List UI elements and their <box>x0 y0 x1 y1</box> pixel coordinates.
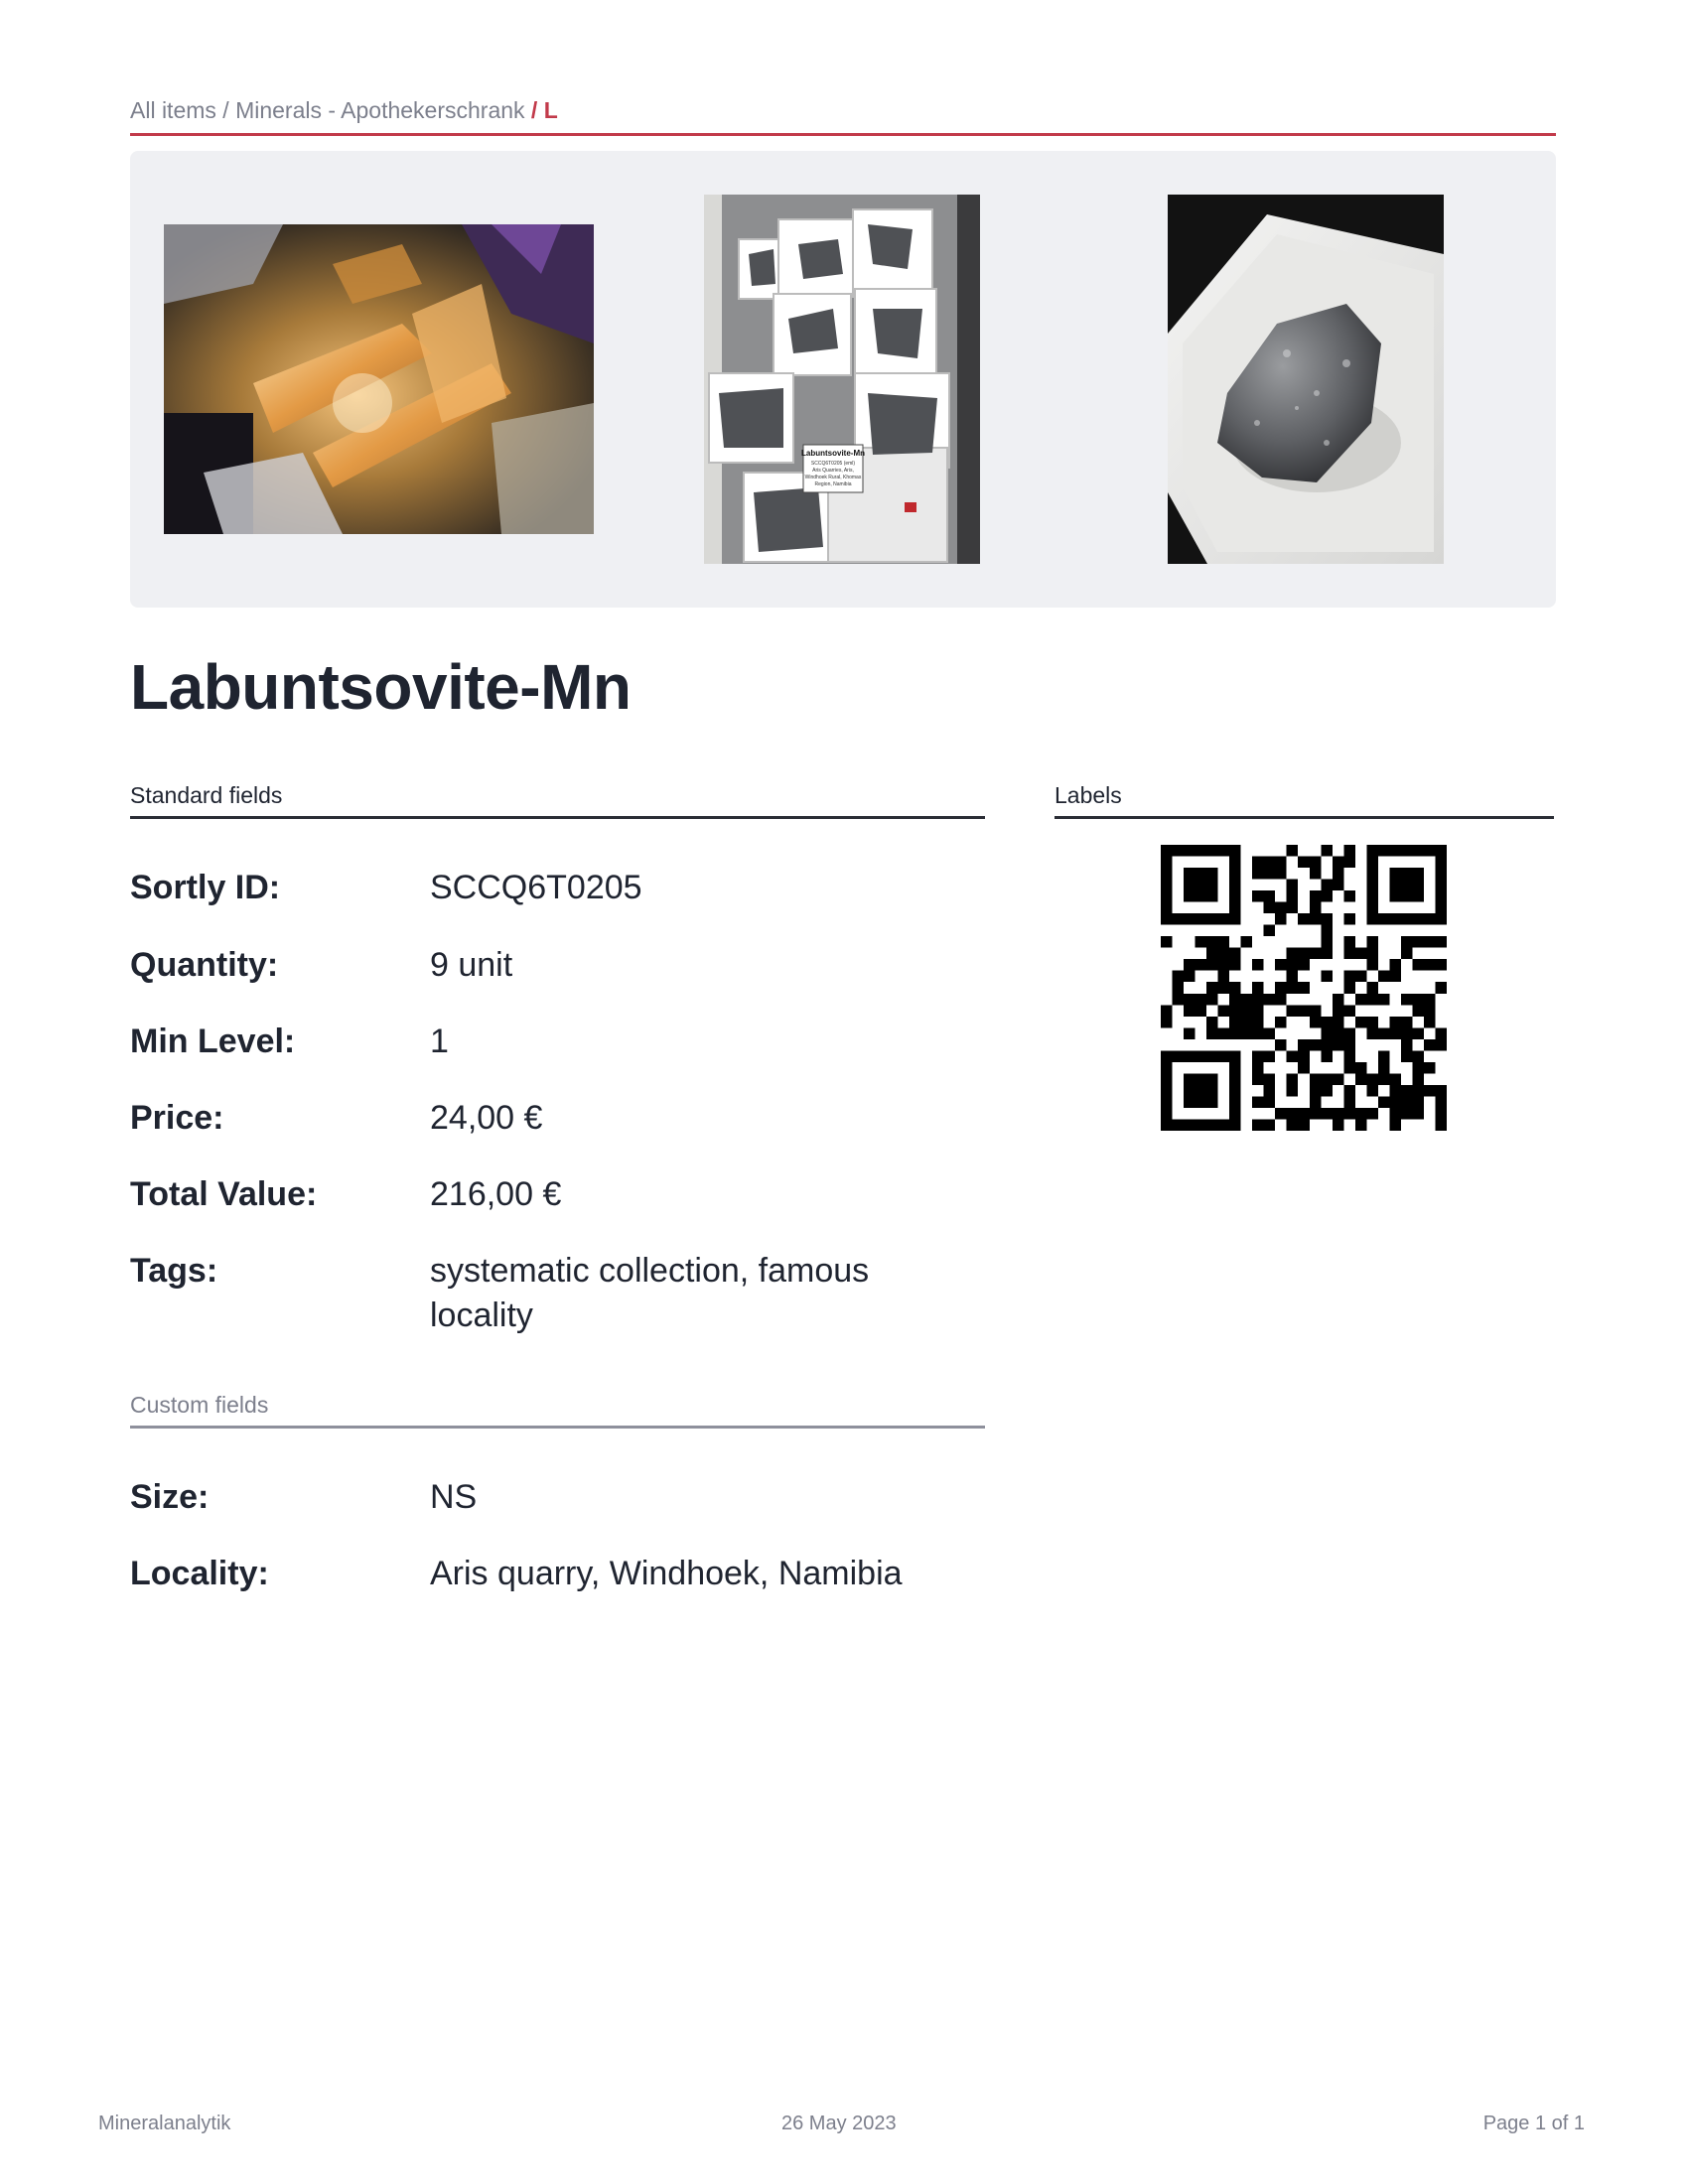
field-label: Total Value: <box>130 1175 318 1213</box>
tray-label-line1: SCCQ6T0205 (eml) <box>810 461 856 467</box>
field-label: Tags: <box>130 1252 218 1290</box>
footer-date: 26 May 2023 <box>781 2113 897 2134</box>
breadcrumb <box>130 97 1556 136</box>
field-label: Min Level: <box>130 1023 296 1060</box>
tray-label-line3: Windhoek Rural, Khomas <box>804 475 862 480</box>
item-title: Labuntsovite-Mn <box>130 651 632 723</box>
field-value: SCCQ6T0205 <box>430 869 642 906</box>
section-custom-fields: Custom fields <box>130 1392 985 1429</box>
field-label: Quantity: <box>130 946 279 984</box>
field-value: 216,00 € <box>430 1175 562 1213</box>
breadcrumb-current: / L <box>524 97 558 123</box>
tray-label-line2: Aris Quarries, Aris, <box>812 468 854 474</box>
field-value: 1 <box>430 1023 449 1060</box>
field-value: systematic collection, famous locality <box>430 1252 870 1334</box>
qr-code-icon <box>1161 845 1447 1131</box>
section-standard-fields: Standard fields <box>130 782 985 819</box>
section-labels: Labels <box>1055 782 1554 819</box>
field-value: NS <box>430 1478 478 1516</box>
photo-gallery <box>130 151 1556 608</box>
field-label: Size: <box>130 1478 210 1516</box>
field-value: Aris quarry, Windhoek, Namibia <box>430 1555 903 1592</box>
tray-label-line4: Region, Namibia <box>814 481 852 487</box>
item-photo-tray[interactable] <box>704 195 980 564</box>
field-label: Locality: <box>130 1555 269 1592</box>
footer-company: Mineralanalytik <box>98 2113 231 2134</box>
item-photo-crystals[interactable] <box>164 224 594 534</box>
breadcrumb-path[interactable]: All items / Minerals - Apothekerschrank <box>130 97 525 123</box>
qr-code-label[interactable] <box>1161 845 1447 1131</box>
field-label: Sortly ID: <box>130 869 281 906</box>
field-value: 9 unit <box>430 946 513 984</box>
footer-page-number: Page 1 of 1 <box>1482 2113 1585 2134</box>
field-label: Price: <box>130 1099 224 1137</box>
field-value: 24,00 € <box>430 1099 543 1137</box>
item-photo-specimen[interactable] <box>1168 195 1444 564</box>
tray-label-name: Labuntsovite-Mn <box>801 449 865 458</box>
